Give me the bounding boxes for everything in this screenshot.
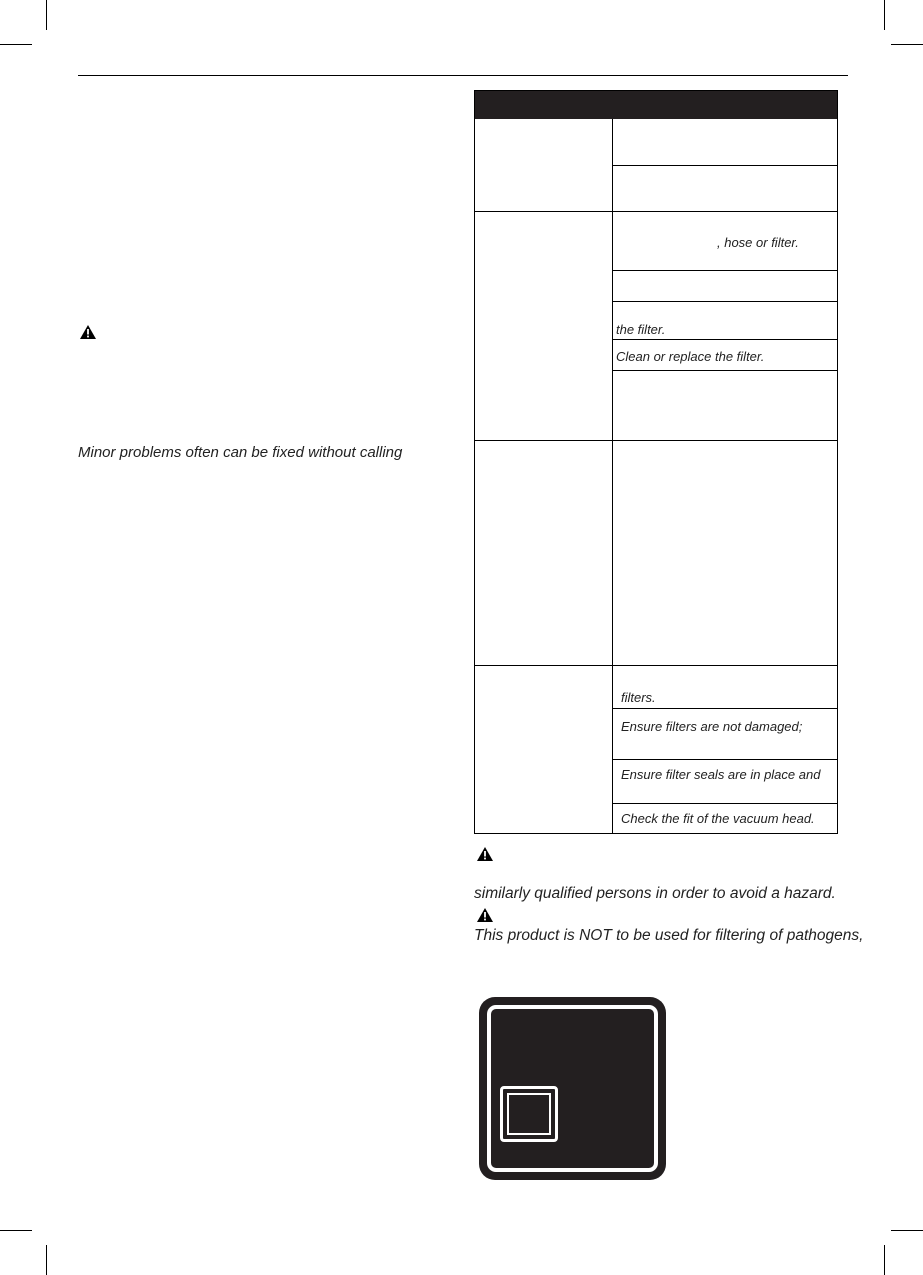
table-cell-text: Check the fit of the vacuum head. (621, 811, 815, 826)
crop-mark (46, 1245, 47, 1275)
table-divider (612, 119, 613, 833)
table-cell-text: Ensure filters are not damaged; (621, 719, 803, 734)
crop-mark (0, 44, 32, 45)
table-header (475, 91, 837, 119)
crop-mark (0, 1230, 32, 1231)
table-cell-text: the filter. (616, 322, 666, 337)
crop-mark (884, 0, 885, 30)
warning-triangle-icon (80, 325, 96, 339)
intro-text: Minor problems often can be fixed without calling (78, 444, 403, 461)
logo-square-inner (507, 1093, 551, 1135)
row-line (612, 270, 837, 271)
table-cell-text: , hose or filter. (717, 235, 799, 250)
crop-mark (46, 0, 47, 30)
crop-mark (884, 1245, 885, 1275)
row-line (612, 759, 837, 760)
table-cell-text: Ensure filter seals are in place and (621, 767, 821, 782)
warning-triangle-icon (477, 908, 493, 922)
row-line (612, 301, 837, 302)
row-line (612, 165, 837, 166)
warning-triangle-icon (477, 847, 493, 861)
row-line (475, 665, 837, 666)
row-line (475, 440, 837, 441)
hazard-note: similarly qualified persons in order to avoid a hazard. (474, 885, 836, 902)
header-rule (78, 75, 848, 76)
table-cell-text: filters. (621, 690, 656, 705)
pathogen-note: This product is NOT to be used for filtering of pathogens, (474, 927, 864, 944)
brand-logo (479, 997, 666, 1180)
row-line (612, 339, 837, 340)
logo-square-icon (500, 1086, 558, 1142)
row-line (612, 803, 837, 804)
row-line (612, 370, 837, 371)
row-line (612, 708, 837, 709)
troubleshooting-table (474, 90, 838, 834)
crop-mark (891, 1230, 923, 1231)
crop-mark (891, 44, 923, 45)
row-line (475, 211, 837, 212)
table-cell-text: Clean or replace the filter. (616, 349, 765, 364)
